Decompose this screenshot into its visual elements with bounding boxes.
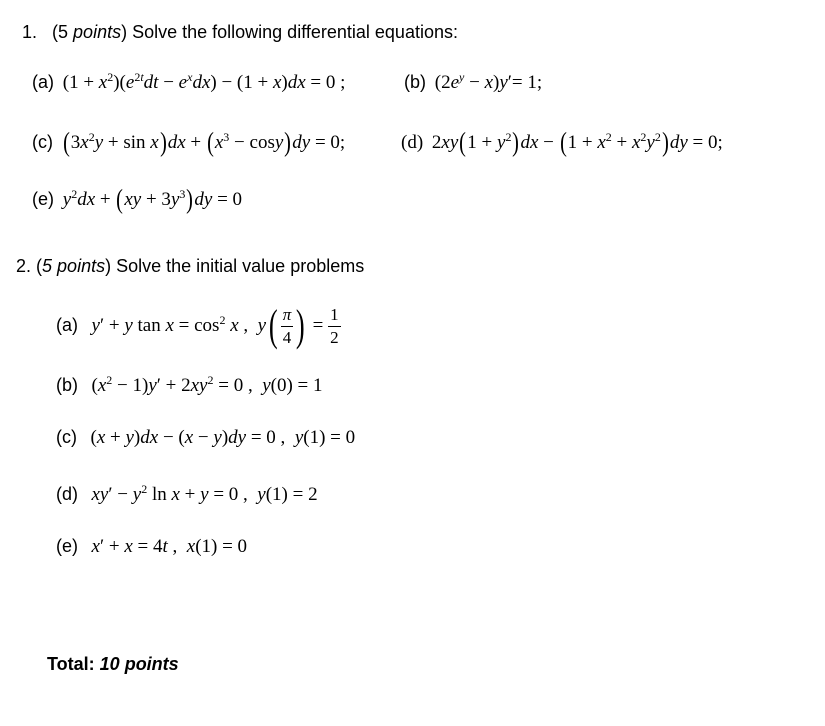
q2e-equation: (e) x′ + x = 4t , x(1) = 0 <box>56 536 248 557</box>
q1-title: Solve the following differential equations: <box>132 22 458 42</box>
q2-points-word: points <box>57 256 106 276</box>
q2-title: Solve the initial value problems <box>116 256 365 276</box>
q1-points-word: points <box>73 22 122 42</box>
q2-header: 2. (5 points) Solve the initial value problems <box>16 256 365 276</box>
total-line <box>47 654 179 675</box>
q1a-label: (a) <box>32 72 54 92</box>
q1e-equation: (e) $y^2dx + (xy + 3y^3)dy = 0$ <box>32 184 243 214</box>
q2a-equation: (a) y′ + y $\tan x = \cos^2 x$ , y( $\frac{\pi}{4}$ ) = $\frac{1}{2}$ <box>56 301 339 350</box>
q2d-equation: (d) $xy' - y^2$ ln x + y = 0 , y(1) = 2 <box>56 481 318 505</box>
q1b-label: (b) <box>404 72 426 92</box>
total-value: 10 points <box>99 654 179 674</box>
q2c-equation: (c) (x + y)dx − (x − y)dy = 0 , y(1) = 0 <box>56 427 356 448</box>
q1e-label: (e) <box>32 189 54 209</box>
q2e-label: (e) <box>56 536 78 556</box>
q1a-equation: (a) $(1 + x^2)(e^{2t}dt - e^xdx) - (1 + x)dx = 0$ ; <box>32 69 346 93</box>
q1c-equation: (c) $(3x^2y + \sin x)dx + (x^3 - \cos y)dy = 0$; <box>32 127 346 157</box>
q2a-label: (a) <box>56 315 78 335</box>
q2c-label: (c) <box>56 427 77 447</box>
q1b-equation: (b) $(2e^y - x)y'= 1$; <box>404 69 543 93</box>
q1d-label: (d) <box>401 132 424 153</box>
q2d-label: (d) <box>56 484 78 504</box>
q2-number: 2. <box>16 256 32 276</box>
q1-header: 1. (5 points) Solve the following differential equations: <box>22 22 458 42</box>
q1-points-num: 5 <box>58 22 69 42</box>
q1d-equation: (d) $2xy(1 + y^2)dx - (1 + x^2 + x^2y^2)dy = 0$; <box>401 127 723 157</box>
q2b-equation: (b) $(x^2 - 1)y' + 2xy^2 = 0$ , y(0) = 1 <box>56 372 323 396</box>
q1c-label: (c) <box>32 132 53 152</box>
q1-number: 1. <box>22 22 38 42</box>
q2b-label: (b) <box>56 375 78 395</box>
q2-points-num: 5 <box>42 256 53 276</box>
total-label: Total: <box>47 654 95 674</box>
